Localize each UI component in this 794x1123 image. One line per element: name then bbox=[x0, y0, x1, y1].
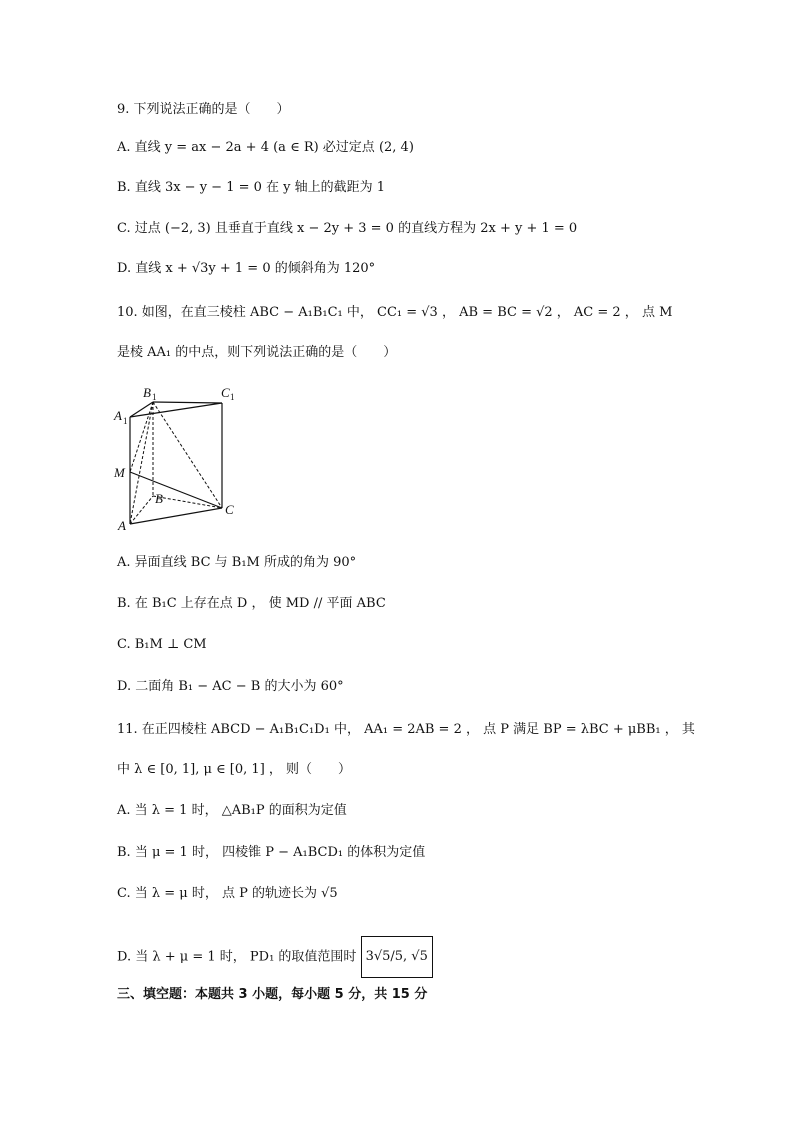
edge-a1-c1 bbox=[130, 403, 222, 417]
q11-option-d-text: D. 当 λ + μ = 1 时， PD₁ 的取值范围时 bbox=[117, 949, 357, 965]
prism-figure bbox=[110, 382, 250, 534]
edge-a-b-hidden bbox=[130, 496, 153, 524]
q11-stem-line2: 中 λ ∈ [0, 1], μ ∈ [0, 1] ， 则（ ） bbox=[117, 762, 352, 777]
q9-stem: 9. 下列说法正确的是（ ） bbox=[117, 102, 290, 117]
q9-option-c: C. 过点 (−2, 3) 且垂直于直线 x − 2y + 3 = 0 的直线方程为 2x + y + 1 = 0 bbox=[117, 221, 578, 236]
label-b1: B bbox=[143, 385, 151, 400]
label-c1-sub: 1 bbox=[230, 392, 235, 402]
q10-option-c: C. B₁M ⊥ CM bbox=[117, 637, 207, 652]
edge-m-c bbox=[130, 472, 222, 508]
label-b1-sub: 1 bbox=[152, 392, 157, 402]
q11-option-c: C. 当 λ = μ 时， 点 P 的轨迹长为 √5 bbox=[117, 886, 338, 901]
q9-option-a: A. 直线 y = ax − 2a + 4 (a ∈ R) 必过定点 (2, 4) bbox=[117, 140, 414, 155]
edge-b1-a-hidden bbox=[130, 402, 153, 524]
edge-b1-c1 bbox=[153, 402, 222, 403]
q11-option-d-range: 3√5/5, √5 bbox=[361, 936, 433, 978]
q10-option-d: D. 二面角 B₁ − AC − B 的大小为 60° bbox=[117, 679, 344, 694]
edge-b-c-hidden bbox=[153, 496, 222, 508]
label-m: M bbox=[114, 465, 125, 480]
q10-stem-line1: 10. 如图，在直三棱柱 ABC − A₁B₁C₁ 中， CC₁ = √3 ， AB = BC = √2 ， AC = 2 ， 点 M bbox=[117, 305, 673, 320]
edge-b1-c-hidden bbox=[153, 402, 222, 508]
q11-stem-line1: 11. 在正四棱柱 ABCD − A₁B₁C₁D₁ 中， AA₁ = 2AB = 2 ， 点 P 满足 BP = λBC + μBB₁ ， 其 bbox=[117, 722, 695, 737]
label-a1-sub: 1 bbox=[123, 416, 128, 426]
edge-a-c bbox=[130, 508, 222, 524]
label-c: C bbox=[225, 502, 234, 517]
q9-option-b: B. 直线 3x − y − 1 = 0 在 y 轴上的截距为 1 bbox=[117, 180, 386, 195]
q11-option-d bbox=[117, 936, 433, 978]
section-3-heading: 三、填空题：本题共 3 小题，每小题 5 分，共 15 分 bbox=[117, 987, 428, 1002]
label-a1: A bbox=[114, 408, 122, 423]
q10-option-b: B. 在 B₁C 上存在点 D ， 使 MD // 平面 ABC bbox=[117, 596, 386, 611]
label-c1: C bbox=[221, 385, 230, 400]
q10-option-a: A. 异面直线 BC 与 B₁M 所成的角为 90° bbox=[117, 555, 357, 570]
label-a: A bbox=[118, 518, 126, 533]
label-b: B bbox=[155, 491, 163, 506]
q9-option-d: D. 直线 x + √3y + 1 = 0 的倾斜角为 120° bbox=[117, 261, 376, 276]
q11-option-a: A. 当 λ = 1 时， △AB₁P 的面积为定值 bbox=[117, 803, 347, 818]
q10-stem-line2: 是棱 AA₁ 的中点，则下列说法正确的是（ ） bbox=[117, 345, 397, 360]
q11-option-b: B. 当 μ = 1 时， 四棱锥 P − A₁BCD₁ 的体积为定值 bbox=[117, 845, 426, 860]
